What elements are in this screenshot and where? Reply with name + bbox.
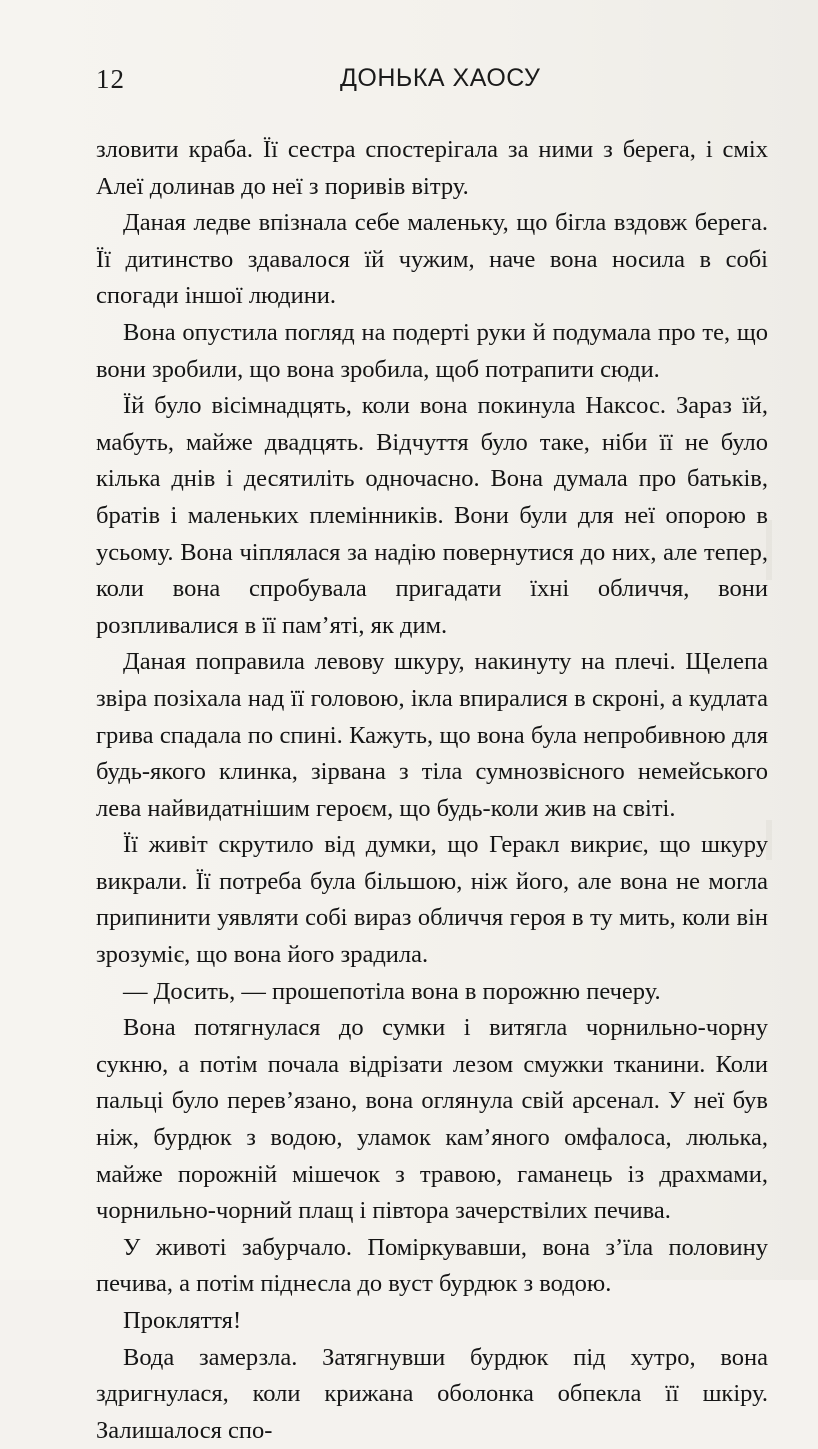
body-text [96,132,768,1449]
paragraph: Даная ледве впізнала себе маленьку, що бігла вздовж берега. Її дитинство здавалося їй чужим, наче вона носила в собі спогади іншої людини. [96,209,768,310]
paragraph: зловити краба. Її сестра спостерігала за ними з берега, і сміх Алеї долинав до неї з поривів вітру. [96,136,768,200]
paragraph: У животі забурчало. Поміркувавши, вона з’їла половину печива, а потім піднесла до вуст бурдюк з водою. [96,1233,768,1298]
page-header [96,64,762,104]
paragraph: Їй було вісімнадцять, коли вона покинула Наксос. Зараз їй, мабуть, майже двадцять. Відчуття було таке, ніби її не було кілька днів і десятиліть одночасно. Вона думала про батьків, братів і маленьких племінників. Вони були для неї опорою в усьому. Вона чіплялася за надію повернутися до них, але тепер, коли вона спробувала пригадати їхні обличчя, вони розпливалися в її пам’яті, як дим. [96,392,768,639]
paragraph: Прокляття! [123,1307,242,1334]
page-number: 12 [96,64,125,94]
paragraph: Вона опустила погляд на подерті руки й подумала про те, що вони зробили, що вона зробила, щоб потрапити сюди. [96,318,768,383]
running-title: ДОНЬКА ХАОСУ [340,64,541,92]
paragraph: Даная поправила левову шкуру, накинуту на плечі. Щелепа звіра позіхала над її головою, ікла впиралися в скроні, а кудлата грива спадала по спині. Кажуть, що вона була непробивною для будь-якого клинка, зірвана з тіла сумнозвісного немейського лева найвидатнішим героєм, що будь-коли жив на світі. [96,648,768,822]
paragraph: Її живіт скрутило від думки, що Геракл викриє, що шкуру викрали. Її потреба була більшою, ніж його, але вона не могла припинити уявляти собі вираз обличчя героя в ту мить, коли він зрозуміє, що вона його зрадила. [96,831,768,969]
paragraph: Вода замерзла. Затягнувши бурдюк під хутро, вона здригнулася, коли крижана оболонка обпекла її шкіру. Залишалося спо- [96,1343,768,1444]
paragraph: Вона потягнулася до сумки і витягла чорнильно-чорну сукню, а потім почала відрізати лезом смужки тканини. Коли пальці було перев’язано, вона оглянула свій арсенал. У неї був ніж, бурдюк з водою, уламок кам’яного омфалоса, люлька, майже порожній мішечок з травою, гаманець із драхмами, чорнильно-чорний плащ і півтора зачерствілих печива. [96,1014,768,1225]
dialogue-line: — Досить, — прошепотіла вона в порожню печеру. [123,977,661,1005]
